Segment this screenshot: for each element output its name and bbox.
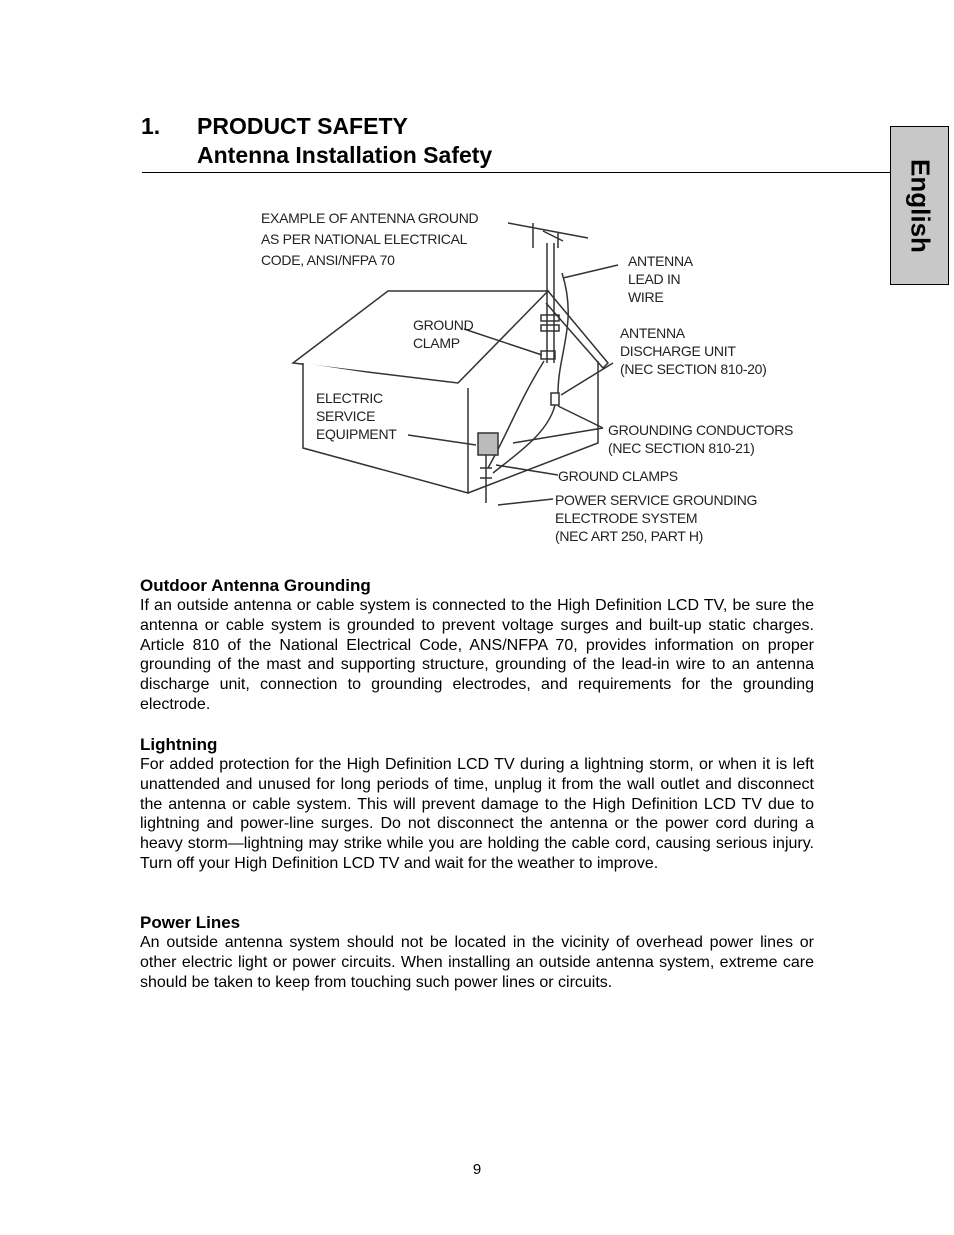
language-tab: [890, 126, 949, 285]
label-electric-1: ELECTRIC: [316, 390, 383, 406]
label-discharge-1: ANTENNA: [620, 325, 685, 341]
section-heading-power-lines: Power Lines: [140, 913, 241, 932]
label-conductors-2: (NEC SECTION 810-21): [608, 440, 755, 456]
section-body-lightning: For added protection for the High Definition LCD TV during a lightning storm, or when it is left unattended and unused for long periods of time, unplug it from the wall outlet and disconnect the antenna or cable system. This will prevent damage to the High Definition LCD TV due to lightning and power-line surges. Do not disconnect the antenna or the power cord during a heavy storm—lightning may strike while you are holding the cable cord, causing serious injury. Turn off your High Definition LCD TV and wait for the weather to improve.: [140, 756, 814, 872]
label-discharge-3: (NEC SECTION 810-20): [620, 361, 767, 377]
label-electric-2: SERVICE: [316, 408, 376, 424]
section-power-lines: [140, 912, 814, 992]
label-power-service-1: POWER SERVICE GROUNDING: [555, 492, 758, 508]
label-electric-3: EQUIPMENT: [316, 426, 397, 442]
antenna-ground-diagram: [258, 203, 828, 553]
label-lead-in-1: ANTENNA: [628, 253, 693, 269]
diagram-svg: [258, 203, 828, 553]
page-subtitle: Antenna Installation Safety: [197, 142, 493, 168]
section-body-outdoor-antenna: If an outside antenna or cable system is connected to the High Definition LCD TV, be sure the antenna or cable system is grounded to prevent voltage surges and built-up static charges. Article 810 of the National Electrical Code, ANS/NFPA 70, provides information on proper grounding of the mast and supporting structure, grounding of the lead-in wire to an antenna discharge unit, connection to grounding electrodes, and requirements for the grounding electrode.: [140, 597, 814, 713]
label-power-service-2: ELECTRODE SYSTEM: [555, 510, 698, 526]
label-conductors-1: GROUNDING CONDUCTORS: [608, 422, 794, 438]
section-number: 1.: [141, 113, 161, 139]
page-title: PRODUCT SAFETY: [197, 113, 408, 139]
section-outdoor-antenna: [140, 575, 814, 715]
label-ground-clamp-1: GROUND: [413, 317, 474, 333]
diagram-caption-line-2: AS PER NATIONAL ELECTRICAL: [261, 231, 468, 247]
label-ground-clamp-2: CLAMP: [413, 335, 460, 351]
language-tab-label: English: [905, 158, 935, 253]
label-power-service-3: (NEC ART 250, PART H): [555, 528, 704, 544]
page-number: 9: [472, 1161, 482, 1178]
header-divider: [142, 172, 892, 173]
section-body-power-lines: An outside antenna system should not be located in the vicinity of overhead power lines or other electric light or power circuits. When installing an outside antenna system, extreme care should be taken to keep from touching such power lines or circuits.: [140, 934, 814, 991]
label-lead-in-3: WIRE: [628, 289, 664, 305]
section-lightning: [140, 734, 814, 874]
diagram-caption-line-1: EXAMPLE OF ANTENNA GROUND: [261, 210, 479, 226]
diagram-caption-line-3: CODE, ANSI/NFPA 70: [261, 252, 395, 268]
section-heading-lightning: Lightning: [140, 735, 218, 754]
label-lead-in-2: LEAD IN: [628, 271, 681, 287]
label-ground-clamps: GROUND CLAMPS: [558, 468, 678, 484]
label-discharge-2: DISCHARGE UNIT: [620, 343, 736, 359]
section-heading-outdoor-antenna: Outdoor Antenna Grounding: [140, 576, 371, 595]
